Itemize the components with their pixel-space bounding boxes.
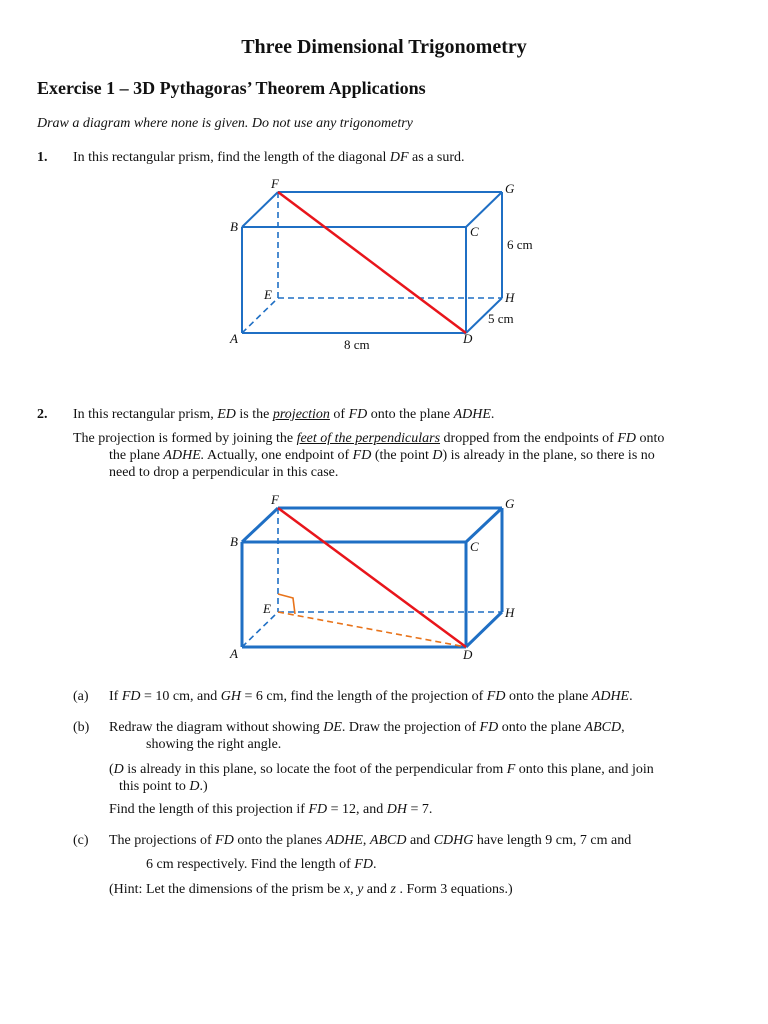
vertex-label-d: D xyxy=(463,331,473,346)
dimension-depth: 5 cm xyxy=(488,311,514,326)
vertex-label-e: E xyxy=(263,601,271,616)
question-2-line-3: the plane ADHE. Actually, one endpoint of FD (the point D) is already in the plane, so there is no xyxy=(109,448,655,463)
exercise-heading: Exercise 1 – 3D Pythagoras’ Theorem Applications xyxy=(37,78,426,98)
part-c-line-2: 6 cm respectively. Find the length of FD. xyxy=(146,857,377,872)
vertex-label-a: A xyxy=(230,331,238,346)
hidden-edge-ae xyxy=(242,612,278,647)
part-a-label: (a) xyxy=(73,689,89,704)
prism-diagram-1 xyxy=(0,0,768,400)
diagonal-df xyxy=(278,192,466,333)
part-b-find: Find the length of this projection if FD = 12, and DH = 7. xyxy=(109,802,433,817)
question-2-line-2: The projection is formed by joining the feet of the perpendiculars dropped from the endpoints of FD onto xyxy=(73,431,665,446)
part-b-hint-line-1: (D is already in this plane, so locate the foot of the perpendicular from F onto this plane, and join xyxy=(109,762,654,777)
question-2-line-4: need to drop a perpendicular in this case. xyxy=(109,465,339,480)
part-b-label: (b) xyxy=(73,720,90,735)
vertex-label-c: C xyxy=(470,224,479,239)
edge-cg xyxy=(466,508,502,542)
question-2-number: 2. xyxy=(37,407,48,422)
part-c-label: (c) xyxy=(73,833,89,848)
projection-ed xyxy=(278,612,466,647)
right-angle-marker xyxy=(278,594,295,614)
part-b-line-1: Redraw the diagram without showing DE. Draw the projection of FD onto the plane ABCD, xyxy=(109,720,625,735)
part-b-line-2: showing the right angle. xyxy=(146,737,282,752)
vertex-label-h: H xyxy=(505,290,515,305)
diagonal-df xyxy=(278,508,466,647)
vertex-label-g: G xyxy=(505,181,515,196)
vertex-label-a: A xyxy=(230,646,238,661)
vertex-label-f: F xyxy=(271,492,279,507)
vertex-label-e: E xyxy=(264,287,272,302)
vertex-label-c: C xyxy=(470,539,479,554)
question-1-number: 1. xyxy=(37,150,48,165)
part-c-hint: (Hint: Let the dimensions of the prism be x, y and z . Form 3 equations.) xyxy=(109,882,513,897)
edge-dh xyxy=(466,612,502,647)
question-2-line-1: In this rectangular prism, ED is the projection of FD onto the plane ADHE. xyxy=(73,407,495,422)
question-1-text: In this rectangular prism, find the length of the diagonal DF as a surd. xyxy=(73,150,465,165)
instruction-text: Draw a diagram where none is given. Do not use any trigonometry xyxy=(37,116,413,131)
vertex-label-g: G xyxy=(505,496,515,511)
edge-bf xyxy=(242,192,278,227)
vertex-label-d: D xyxy=(463,647,473,662)
edge-cg xyxy=(466,192,502,227)
page-title: Three Dimensional Trigonometry xyxy=(241,36,527,58)
vertex-label-b: B xyxy=(230,534,238,549)
vertex-label-f: F xyxy=(271,176,279,191)
hidden-edge-ae xyxy=(242,298,278,333)
dimension-width: 8 cm xyxy=(344,337,370,352)
vertex-label-h: H xyxy=(505,605,515,620)
prism-diagram-2 xyxy=(0,490,768,670)
edge-bf xyxy=(242,508,278,542)
dimension-height: 6 cm xyxy=(507,237,533,252)
vertex-label-b: B xyxy=(230,219,238,234)
part-c-line-1: The projections of FD onto the planes ADHE, ABCD and CDHG have length 9 cm, 7 cm and xyxy=(109,833,632,848)
part-a-text: If FD = 10 cm, and GH = 6 cm, find the length of the projection of FD onto the plane ADHE. xyxy=(109,689,633,704)
part-b-hint-line-2: this point to D.) xyxy=(119,779,208,794)
